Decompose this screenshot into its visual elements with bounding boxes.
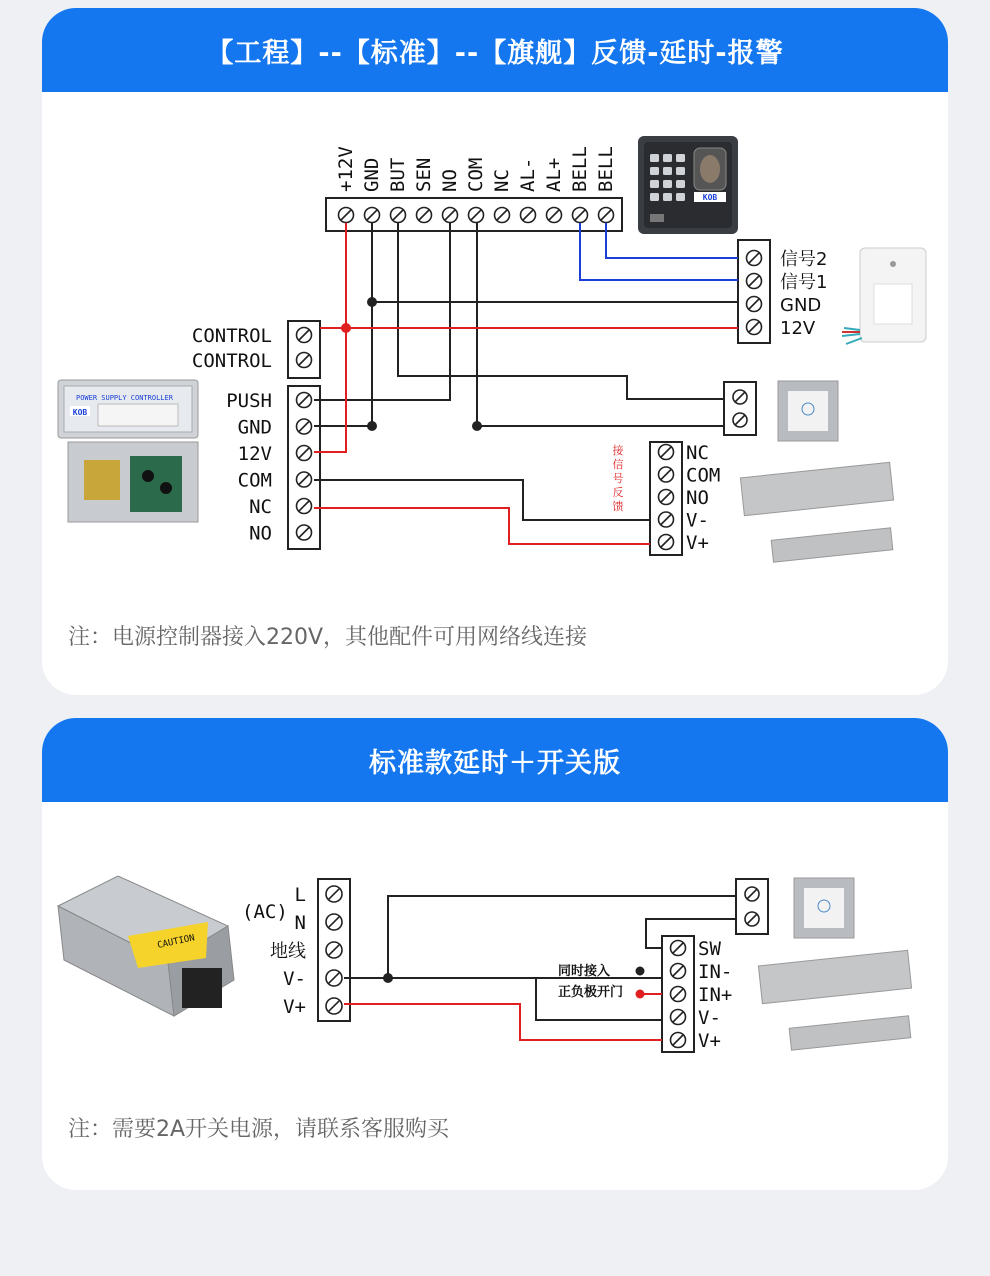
terminal-label: V- — [283, 968, 306, 990]
terminal-label: 反 — [612, 486, 624, 499]
terminal-label: 信号2 — [780, 249, 828, 270]
magnetic-lock-icon — [758, 950, 911, 1050]
terminal-label: V- — [686, 509, 709, 532]
terminal-label: L — [294, 884, 306, 906]
terminal-label: 12V — [237, 443, 272, 465]
terminal-label: GND — [237, 416, 272, 439]
keypad-key — [650, 193, 659, 201]
keypad-brand-label: KOB — [702, 193, 718, 202]
keypad-key — [650, 180, 659, 188]
switch-button-icon — [794, 878, 854, 938]
card-title: 【工程】--【标准】--【旗舰】反馈-延时-报警 — [42, 8, 948, 92]
controller-panel-title: POWER SUPPLY CONTROLLER — [76, 394, 173, 402]
terminal-label: NC — [249, 496, 272, 518]
power-supply-controller-icon — [58, 380, 198, 522]
psu-caution-label: CAUTION — [156, 933, 196, 951]
terminal-label: 地线 — [270, 941, 306, 962]
terminal-label: AL+ — [543, 157, 565, 192]
control-terminal-block — [288, 321, 320, 378]
terminal-label: NC — [491, 169, 513, 192]
terminal-label: COM — [686, 464, 721, 487]
keypad-key — [676, 167, 685, 175]
terminal-label: V+ — [698, 1030, 721, 1052]
lock-terminal-labels — [686, 442, 720, 554]
terminal-label: PUSH — [226, 390, 272, 412]
keypad-key — [663, 193, 672, 201]
terminal-label: GND — [780, 295, 822, 316]
terminal-label: CONTROL — [191, 325, 272, 347]
keypad-key — [663, 167, 672, 175]
terminal-label: N — [294, 912, 306, 934]
wiring-diagram-1 — [42, 8, 948, 695]
switching-power-supply-icon — [58, 876, 234, 1016]
keypad-key — [676, 193, 685, 201]
terminal-label: 12V — [780, 318, 816, 339]
terminal-label: COM — [237, 469, 272, 492]
terminal-label: +12V — [335, 146, 357, 192]
doorbell-icon — [842, 248, 926, 344]
bell-terminal-labels — [780, 249, 827, 339]
terminal-label: NO — [686, 487, 709, 509]
terminal-label: 号 — [612, 472, 624, 485]
terminal-label: IN+ — [698, 984, 733, 1006]
terminal-label: CONTROL — [191, 350, 272, 372]
terminal-label: SW — [698, 938, 721, 960]
terminal-label: V+ — [283, 996, 306, 1018]
terminal-label: SEN — [413, 157, 435, 192]
terminal-label: IN- — [698, 961, 733, 983]
controller-terminal-labels — [192, 325, 272, 545]
terminal-label: 接 — [612, 444, 624, 457]
keypad-key — [676, 180, 685, 188]
terminal-label: 馈 — [612, 500, 624, 513]
exit-button-icon — [778, 381, 838, 441]
terminal-label: 信 — [612, 458, 624, 471]
terminal-label: NO — [439, 169, 461, 192]
terminal-label: NC — [686, 442, 709, 464]
annotation-line1: 同时接入 — [558, 964, 611, 979]
ac-label: (AC) — [242, 901, 288, 923]
top-terminal-labels — [335, 146, 617, 192]
terminal-label: AL- — [517, 157, 539, 192]
keypad-key — [663, 180, 672, 188]
keypad-key — [676, 154, 685, 162]
terminal-label: BELL — [569, 146, 591, 192]
terminal-label: BUT — [387, 157, 409, 192]
controller-brand-label: KOB — [72, 408, 88, 417]
magnetic-lock-icon — [740, 462, 893, 562]
keypad-key — [650, 167, 659, 175]
lock2-terminal-labels — [698, 938, 732, 1052]
card-title: 标准款延时＋开关版 — [42, 718, 948, 802]
feedback-signal-label — [613, 443, 624, 513]
terminal-label: 信号1 — [780, 272, 828, 293]
terminal-label: COM — [465, 157, 487, 192]
wiring-card-delay-switch — [42, 718, 948, 1190]
terminal-label: BELL — [595, 146, 617, 192]
keypad-key — [663, 154, 672, 162]
terminal-label: NO — [249, 522, 272, 545]
wiring-card-feedback-delay-alarm — [42, 8, 948, 695]
terminal-label: GND — [361, 157, 383, 192]
keypad-key — [650, 154, 659, 162]
note-1: 注：电源控制器接入220V，其他配件可用网络线连接 — [68, 625, 588, 650]
fingerprint-keypad — [638, 136, 738, 234]
annotation-line2: 正负极开门 — [558, 985, 624, 1000]
top-terminal-block — [326, 198, 622, 231]
terminal-label: V+ — [686, 532, 709, 554]
terminal-label: V- — [698, 1007, 721, 1029]
note-2: 注：需要2A开关电源，请联系客服购买 — [68, 1117, 450, 1142]
